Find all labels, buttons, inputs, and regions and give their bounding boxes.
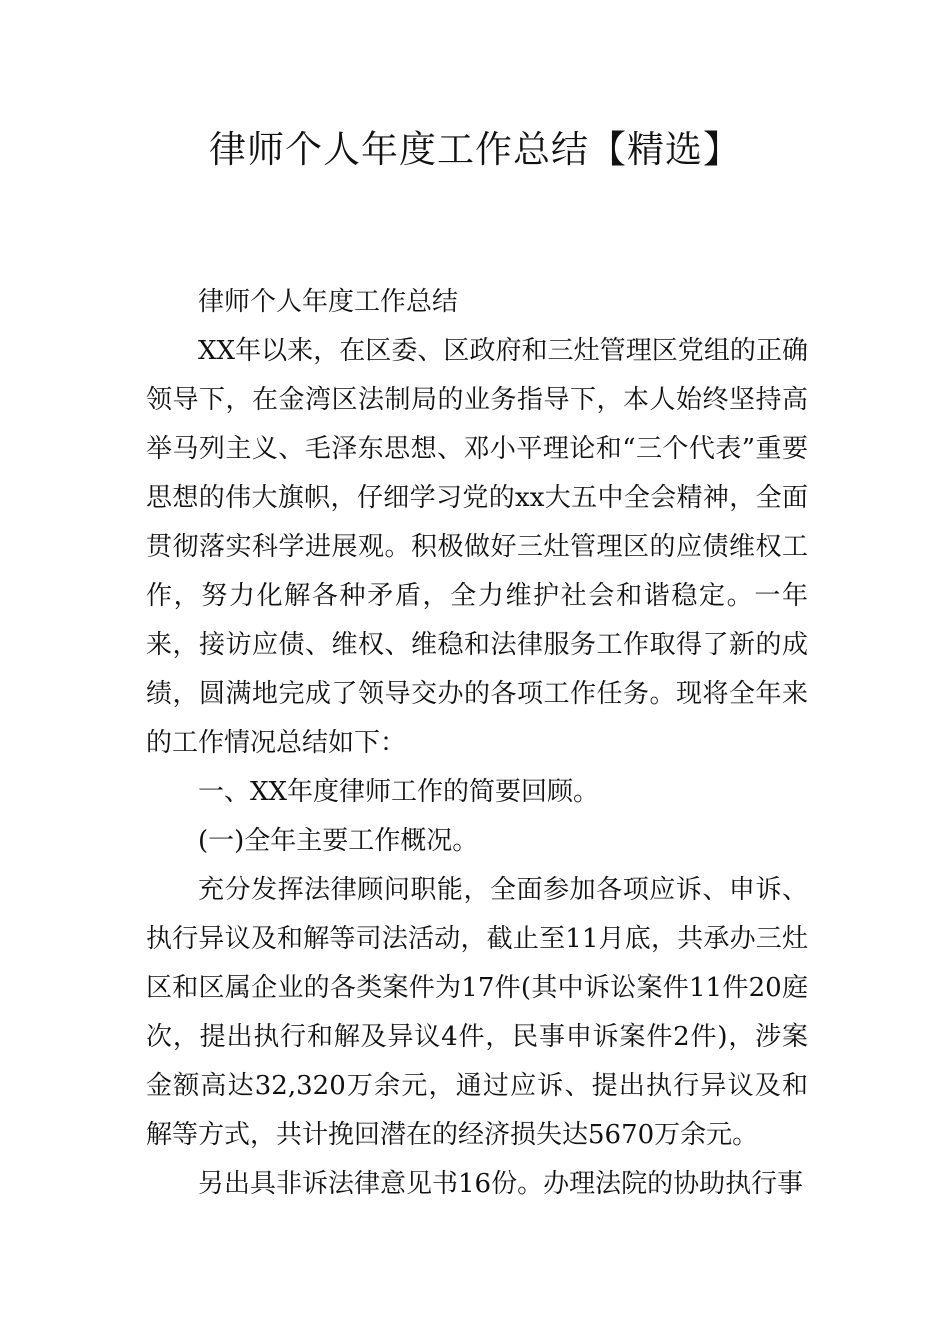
paragraph-non-litigation: 另出具非诉法律意见书16份。办理法院的协助执行事 bbox=[198, 1169, 804, 1199]
paragraph-cases: 充分发挥法律顾问职能，全面参加各项应诉、申诉、执行异议及和解等司法活动，截止至11月底，共承办三灶区和区属企业的各类案件为17件(其中诉讼案件11件20庭次，提出执行和解及异议4件，民事申诉案件2件)，涉案金额高达32,320万余元，通过应诉、提出执行异议及和解等方式，共计挽回潜在的经济损失达5670万余元。 bbox=[146, 875, 808, 1150]
paragraph-intro: XX年以来，在区委、区政府和三灶管理区党组的正确领导下，在金湾区法制局的业务指导下，本人始终坚持高举马列主义、毛泽东思想、邓小平理论和“三个代表”重要思想的伟大旗帜，仔细学习党的xx大五中全会精神，全面贯彻落实科学进展观。积极做好三灶管理区的应债维权工作，努力化解各种矛盾，全力维护社会和谐稳定。一年来，接访应债、维权、维稳和法律服务工作取得了新的成绩，圆满地完成了领导交办的各项工作任务。现将全年来的工作情况总结如下： bbox=[146, 336, 808, 758]
paragraph-subsection-one: (一)全年主要工作概况。 bbox=[198, 826, 479, 856]
paragraph-heading: 律师个人年度工作总结 bbox=[198, 287, 459, 317]
paragraph-section-one: 一、XX年度律师工作的简要回顾。 bbox=[198, 777, 600, 807]
document-body bbox=[146, 278, 808, 1209]
document-title: 律师个人年度工作总结【精选】 bbox=[209, 128, 741, 171]
